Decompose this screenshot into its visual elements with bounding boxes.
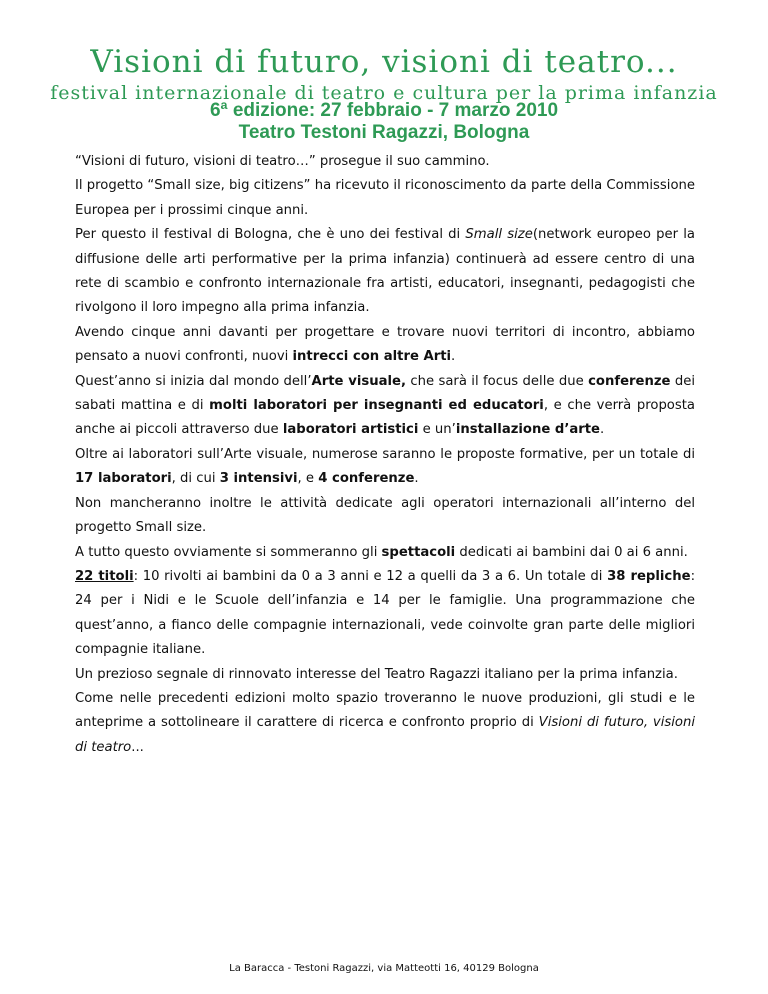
text-run: che sarà il focus delle due [406, 373, 589, 389]
festival-title: Visioni di futuro, visioni di teatro... [90, 44, 678, 80]
text-run: Come nelle precedenti edizioni molto spazio troveranno le nuove produzioni, gli studi e le anteprime a sottolineare il carattere di ricerca e confronto proprio di [75, 690, 695, 731]
text-run: ... [131, 739, 144, 755]
paragraph [75, 174, 695, 223]
emphasis-text: intrecci con altre Arti [292, 349, 452, 365]
text-run: , di cui [171, 471, 220, 487]
venue: Teatro Testoni Ragazzi, Bologna [238, 122, 530, 143]
emphasis-text: 22 titoli [75, 568, 134, 584]
emphasis-text: conferenze [588, 373, 671, 389]
text-run: . [414, 471, 419, 487]
text-run: : 10 rivolti ai bambini da 0 a 3 anni e 12 a quelli da 3 a 6. Un totale di [133, 568, 608, 584]
text-run: Avendo cinque anni davanti per progettare e trovare nuovi territori di incontro, abbiamo pensato a nuovi confronti, nuovi [75, 324, 695, 365]
text-run: Per questo il festival di Bologna, che è uno dei festival di [75, 227, 466, 243]
emphasis-text: 4 conferenze [318, 471, 415, 487]
paragraph [75, 541, 695, 565]
text-run: Non mancheranno inoltre le attività dedicate agli operatori internazionali all’interno del progetto Small size. [75, 495, 695, 536]
festival-subtitle: festival internazionale di teatro e cultura per la prima infanzia [50, 82, 718, 104]
text-run: . [600, 422, 605, 438]
emphasis-text: laboratori artistici [282, 422, 419, 438]
text-run: , e [297, 471, 319, 487]
text-run: dedicati ai bambini dai 0 ai 6 anni. [455, 544, 688, 560]
paragraph [75, 150, 695, 174]
body-text [75, 150, 695, 760]
emphasis-text: Arte visuale, [311, 373, 406, 389]
text-run: A tutto questo ovviamente si sommeranno gli [75, 544, 382, 560]
emphasis-text: 3 intensivi [219, 471, 298, 487]
paragraph [75, 443, 695, 492]
emphasis-text: Small size [465, 227, 533, 243]
emphasis-text: spettacoli [381, 544, 456, 560]
text-run: Un prezioso segnale di rinnovato interesse del Teatro Ragazzi italiano per la prima infanzia. [75, 666, 678, 682]
paragraph [75, 370, 695, 443]
text-run: dei sabati mattina e di [75, 373, 696, 414]
footer-address: La Baracca - Testoni Ragazzi, via Matteotti 16, 40129 Bologna [229, 963, 539, 974]
text-run: Oltre ai laboratori sull’Arte visuale, numerose saranno le proposte formative, per un totale di [75, 446, 695, 462]
text-run: . [451, 349, 456, 365]
paragraph [75, 223, 695, 321]
paragraph [75, 663, 695, 687]
emphasis-text: Visioni di futuro, visioni di teatro [75, 715, 695, 755]
text-run: “Visioni di futuro, visioni di teatro…” prosegue il suo cammino. [75, 154, 490, 169]
paragraph [75, 492, 695, 541]
paragraph [75, 321, 695, 370]
text-run: e un’ [418, 422, 456, 438]
text-run: (network europeo per la diffusione delle arti performative per la prima infanzia) continuerà ad essere centro di una rete di scambio e confronto internazionale fra artisti, educatori, insegnanti, pedagogisti che rivolgono il loro impegno alla prima infanzia. [75, 227, 696, 316]
emphasis-text: 17 laboratori [75, 471, 172, 487]
paragraph [75, 687, 695, 760]
paragraph [75, 565, 695, 663]
text-run: Quest’anno si inizia dal mondo dell’ [75, 373, 312, 389]
emphasis-text: installazione d’arte [455, 422, 600, 438]
text-run: , e che verrà proposta anche ai piccoli attraverso due [75, 398, 696, 438]
text-run: : 24 per i Nidi e le Scuole dell’infanzia e 14 per le famiglie. Una programmazione che quest’anno, a fianco delle compagnie internazionali, vede coinvolte gran parte delle migliori compagnie italiane. [75, 568, 696, 658]
edition-dates: 6ª edizione: 27 febbraio - 7 marzo 2010 [209, 100, 559, 121]
emphasis-text: molti laboratori per insegnanti ed educatori [209, 398, 544, 414]
emphasis-text: 38 repliche [607, 568, 691, 584]
text-run: Il progetto “Small size, big citizens” ha ricevuto il riconoscimento da parte della Commissione Europea per i prossimi cinque anni. [75, 178, 695, 218]
